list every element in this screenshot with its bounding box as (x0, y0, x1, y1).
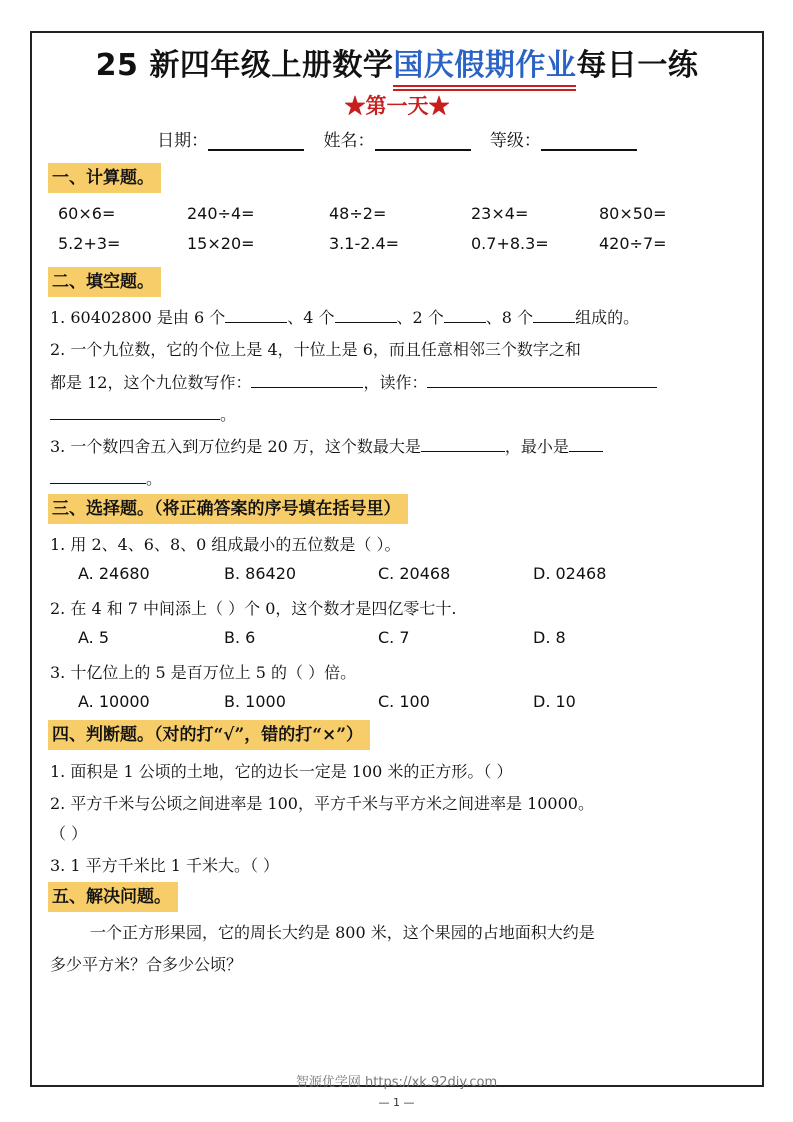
section-heading-fill: 二、填空题。 (48, 267, 161, 297)
answer-blank[interactable] (533, 306, 575, 323)
answer-blank[interactable] (225, 306, 287, 323)
choice-option[interactable]: A. 24680 (78, 564, 150, 583)
judge-question-1: 1. 面积是 1 公顷的土地，它的边长一定是 100 米的正方形。（ ） (50, 762, 513, 781)
answer-blank[interactable] (427, 371, 657, 388)
choice-option[interactable]: D. 02468 (533, 564, 607, 583)
answer-blank[interactable] (569, 435, 603, 452)
calc-item: 240÷4= (187, 204, 255, 223)
star-icon: ★ (428, 93, 450, 118)
fill-q3-text: 。 (146, 469, 163, 488)
title-highlight (393, 40, 576, 84)
date-label: 日期： (157, 131, 209, 151)
answer-blank[interactable] (251, 371, 363, 388)
fill-q3-text: ，最小是 (504, 437, 569, 456)
answer-blank[interactable] (50, 467, 146, 484)
answer-blank[interactable] (421, 435, 505, 452)
info-line (30, 126, 764, 151)
choice-option[interactable]: B. 6 (224, 628, 256, 647)
calc-item: 48÷2= (329, 204, 387, 223)
fill-q1-text: 、8 个 (485, 308, 534, 327)
choice-option[interactable]: A. 5 (78, 628, 110, 647)
section-heading-solve: 五、解决问题。 (48, 882, 178, 912)
footer-watermark: 智源优学网 https://xk.92diy.com (295, 1075, 498, 1090)
solve-problem-line-2: 多少平方米？合多少公顷？ (50, 955, 243, 974)
calc-item: 5.2+3= (58, 234, 121, 253)
fill-question-1 (50, 305, 639, 328)
fill-question-3-line-2 (50, 466, 162, 489)
choice-question-3: 3. 十亿位上的 5 是百万位上 5 的（ ）倍。 (50, 663, 357, 682)
fill-q2-text: 。 (220, 405, 237, 424)
judge-question-2-line-2: （ ） (50, 824, 88, 843)
section-heading-calc: 一、计算题。 (48, 163, 161, 193)
title-prefix: 25 新四年级上册数学 (95, 48, 394, 83)
fill-q3-text: 3. 一个数四舍五入到万位约是 20 万，这个数最大是 (50, 437, 421, 456)
title-highlight-text: 国庆假期作业 (393, 48, 577, 83)
choice-question-1: 1. 用 2、4、6、8、0 组成最小的五位数是（ ）。 (50, 535, 401, 554)
answer-blank[interactable] (335, 306, 397, 323)
calc-item: 420÷7= (599, 234, 667, 253)
choice-option[interactable]: C. 20468 (378, 564, 451, 583)
fill-question-2-line-1: 2. 一个九位数，它的个位上是 4，十位上是 6，而且任意相邻三个数字之和 (50, 340, 581, 359)
choice-option[interactable]: D. 8 (533, 628, 566, 647)
choice-option[interactable]: B. 86420 (224, 564, 297, 583)
fill-q2-text: ，读作： (363, 373, 428, 392)
choice-option[interactable]: A. 10000 (78, 692, 150, 711)
title-underline-1 (393, 85, 576, 87)
choice-option[interactable]: C. 7 (378, 628, 410, 647)
name-blank[interactable] (375, 131, 471, 151)
calc-item: 0.7+8.3= (471, 234, 549, 253)
title-suffix: 每日一练 (576, 48, 699, 83)
judge-question-3: 3. 1 平方千米比 1 千米大。（ ） (50, 856, 280, 875)
calc-item: 80×50= (599, 204, 667, 223)
grade-label: 等级： (489, 131, 541, 151)
fill-q2-text: 都是 12，这个九位数写作： (50, 373, 252, 392)
calc-item: 23×4= (471, 204, 529, 223)
fill-q1-text: 1. 60402800 是由 6 个 (50, 308, 226, 327)
choice-option[interactable]: D. 10 (533, 692, 576, 711)
choice-option[interactable]: B. 1000 (224, 692, 286, 711)
answer-blank[interactable] (50, 403, 220, 420)
date-blank[interactable] (208, 131, 304, 151)
solve-problem-line-1: 一个正方形果园，它的周长大约是 800 米，这个果园的占地面积大约是 (90, 923, 595, 942)
fill-q1-text: 、2 个 (396, 308, 444, 327)
name-label: 姓名： (323, 131, 375, 151)
answer-blank[interactable] (444, 306, 486, 323)
calc-item: 60×6= (58, 204, 116, 223)
fill-q1-text: 组成的。 (575, 308, 640, 327)
fill-question-2-line-2 (50, 370, 657, 393)
section-heading-judge: 四、判断题。（对的打“√”，错的打“×”） (48, 720, 370, 750)
page-title (30, 40, 764, 84)
fill-question-2-line-3 (50, 402, 236, 425)
grade-blank[interactable] (541, 131, 637, 151)
judge-question-2-line-1: 2. 平方千米与公顷之间进率是 100，平方千米与平方米之间进率是 10000。 (50, 794, 594, 813)
fill-question-3-line-1 (50, 434, 603, 457)
calc-item: 3.1-2.4= (329, 234, 400, 253)
page-number: — 1 — (378, 1096, 415, 1109)
day-label: 第一天 (365, 93, 429, 118)
choice-question-2: 2. 在 4 和 7 中间添上（ ）个 0，这个数才是四亿零七十. (50, 599, 457, 618)
calc-item: 15×20= (187, 234, 255, 253)
fill-q1-text: 、4 个 (287, 308, 335, 327)
day-heading (30, 90, 764, 120)
choice-option[interactable]: C. 100 (378, 692, 430, 711)
section-heading-choice: 三、选择题。（将正确答案的序号填在括号里） (48, 494, 408, 524)
star-icon: ★ (344, 93, 366, 118)
